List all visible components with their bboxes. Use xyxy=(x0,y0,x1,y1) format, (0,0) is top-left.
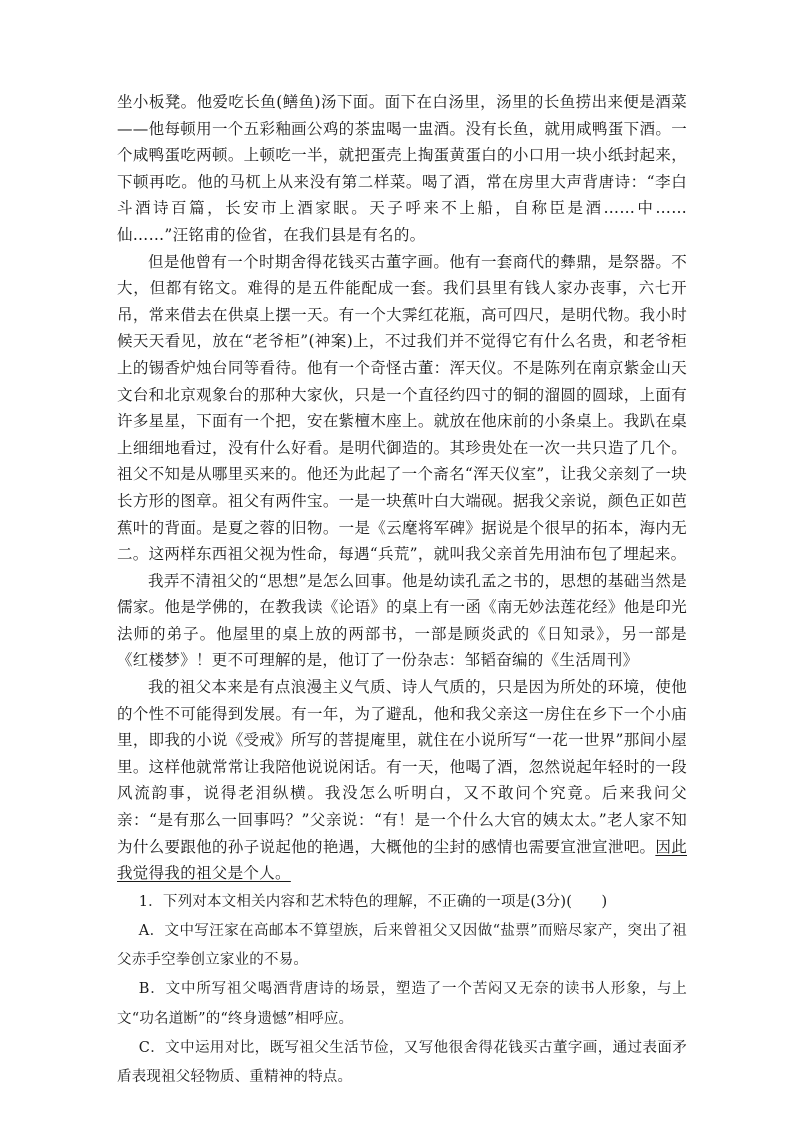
passage-paragraph-4 xyxy=(117,674,687,887)
passage-paragraph-3: 我弄不清祖父的“思想”是怎么回事。他是幼读孔孟之书的，思想的基础当然是儒家。他是学佛的，在教我读《论语》的桌上有一函《南无妙法莲花经》他是印光法师的弟子。他屋里的桌上放的两部书，一部是顾炎武的《日知录》，另一部是《红楼梦》！更不可理解的是，他订了一份杂志：邹韬奋编的《生活周刊》 xyxy=(117,571,687,670)
passage-paragraph-1: 坐小板凳。他爱吃长鱼(鳝鱼)汤下面。面下在白汤里，汤里的长鱼捞出来便是酒菜——他每顿用一个五彩釉画公鸡的茶盅喝一盅酒。没有长鱼，就用咸鸭蛋下酒。一个咸鸭蛋吃两顿。上顿吃一半，就把蛋壳上掏蛋黄蛋白的小口用一块小纸封起来，下顿再吃。他的马杌上从来没有第二样菜。喝了酒，常在房里大声背唐诗：“李白斗酒诗百篇，长安市上酒家眠。天子呼来不上船，自称臣是酒……中……仙……”汪铭甫的俭省，在我们县是有名的。 xyxy=(117,93,687,244)
question-stem: 1．下列对本文相关内容和艺术特色的理解，不正确的一项是(3分)( ) xyxy=(138,893,608,910)
option-c: C．文中运用对比，既写祖父生活节俭，又写他很舍得花钱买古董字画，通过表面矛盾表现祖父轻物质、重精神的特点。 xyxy=(117,1039,687,1086)
question-1 xyxy=(117,888,687,1092)
paragraph-4-main-text: 我的祖父本来是有点浪漫主义气质、诗人气质的，只是因为所处的环境，使他的个性不可能得到发展。有一年，为了避乱，他和我父亲这一房住在乡下一个小庙里，即我的小说《受戒》所写的菩提庵里，就住在小说所写“一花一世界”那间小屋里。这样他就常常让我陪他说说闲话。有一天，他喝了酒，忽然说起年轻时的一段风流韵事，说得老泪纵横。我没怎么听明白，又不敢问个究竟。后来我问父亲：“是有那么一回事吗？”父亲说：“有！是一个什么大官的姨太太。”老人家不知为什么要跟他的孙子说起他的艳遇，大概他的尘封的感情也需要宣泄宣泄吧。 xyxy=(117,678,687,856)
underlined-sentence: 因此我觉得我的祖父是个人。 xyxy=(117,837,687,883)
document-page xyxy=(117,89,687,1092)
passage-paragraph-2: 但是他曾有一个时期舍得花钱买古董字画。他有一套商代的彝鼎，是祭器。不大，但都有铭文。难得的是五件能配成一套。我们县里有钱人家办丧事，六七开吊，常来借去在供桌上摆一天。有一个大霁红花瓶，高可四尺，是明代物。我小时候天天看见，放在“老爷柜”(神案)上，不过我们并不觉得它有什么名贵，和老爷柜上的锡香炉烛台同等看待。他有一个奇怪古董：浑天仪。不是陈列在南京紫金山天文台和北京观象台的那种大家伙，只是一个直径约四寸的铜的溜圆的圆球，上面有许多星星，下面有一个把，安在紫檀木座上。就放在他床前的小条桌上。我趴在桌上细细地看过，没有什么好看。是明代御造的。其珍贵处在一次一共只造了几个。祖父不知是从哪里买来的。他还为此起了一个斋名“浑天仪室”，让我父亲刻了一块长方形的图章。祖父有两件宝。一是一块蕉叶白大端砚。据我父亲说，颜色正如芭蕉叶的背面。是夏之蓉的旧物。一是《云麾将军碑》据说是个很早的拓本，海内无二。这两样东西祖父视为性命，每遇“兵荒”，就叫我父亲首先用油布包了埋起来。 xyxy=(117,252,687,564)
option-a: A．文中写汪家在高邮本不算望族，后来曾祖父又因做“盐票”而赔尽家产，突出了祖父赤手空拳创立家业的不易。 xyxy=(117,923,687,969)
option-b: B．文中所写祖父喝酒背唐诗的场景，塑造了一个苦闷又无奈的读书人形象，与上文“功名道断”的“终身遗憾”相呼应。 xyxy=(117,981,687,1027)
